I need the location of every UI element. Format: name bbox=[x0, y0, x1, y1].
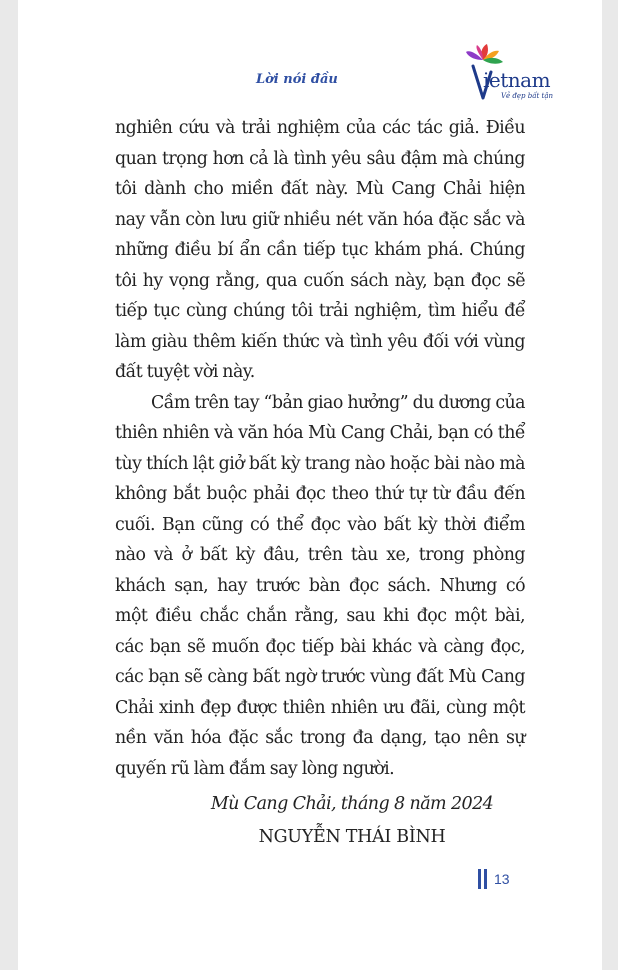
signature-place-date: Mù Cang Chải, tháng 8 năm 2024 bbox=[210, 794, 494, 814]
main-text bbox=[115, 113, 525, 784]
section-title: Lời nói đầu bbox=[256, 72, 338, 87]
paragraph-2: Cầm trên tay “bản giao hưởng” du dương của thiên nhiên và văn hóa Mù Cang Chải, bạn có thể tùy thích lật giở bất kỳ trang nào hoặc bài nào mà không bắt buộc phải đọc theo thứ tự từ đầu đến cuối. Bạn cũng có thể đọc vào bất kỳ thời điểm nào và ở bất kỳ đâu, trên tàu xe, trong phòng khách sạn, hay trước bàn đọc sách. Nhưng có một điều chắc chắn rằng, sau khi đọc một bài, các bạn sẽ muốn đọc tiếp bài khác và càng đọc, các bạn sẽ càng bất ngờ trước vùng đất Mù Cang Chải xinh đẹp được thiên nhiên ưu đãi, cùng một nền văn hóa đặc sắc trong đa dạng, tạo nên sự quyến rũ làm đắm say lòng người. bbox=[115, 392, 525, 779]
page-number: 13 bbox=[494, 871, 510, 887]
logo-slogan: Vẻ đẹp bất tận bbox=[501, 92, 554, 100]
logo-wordmark: ietnam bbox=[483, 68, 551, 92]
book-page bbox=[18, 0, 602, 970]
vietnam-tourism-logo bbox=[453, 42, 553, 104]
paragraph-1: nghiên cứu và trải nghiệm của các tác giả. Điều quan trọng hơn cả là tình yêu sâu đậm mà chúng tôi dành cho miền đất này. Mù Cang Chải hiện nay vẫn còn lưu giữ nhiều nét văn hóa đặc sắc và những điều bí ẩn cần tiếp tục khám phá. Chúng tôi hy vọng rằng, qua cuốn sách này, bạn đọc sẽ tiếp tục cùng chúng tôi trải nghiệm, tìm hiểu để làm giàu thêm kiến thức và tình yêu đối với vùng đất tuyệt vời này. bbox=[115, 118, 525, 382]
page-marker-icon bbox=[478, 869, 487, 889]
page-number-block bbox=[478, 868, 510, 890]
signature-author: NGUYỄN THÁI BÌNH bbox=[258, 827, 446, 847]
